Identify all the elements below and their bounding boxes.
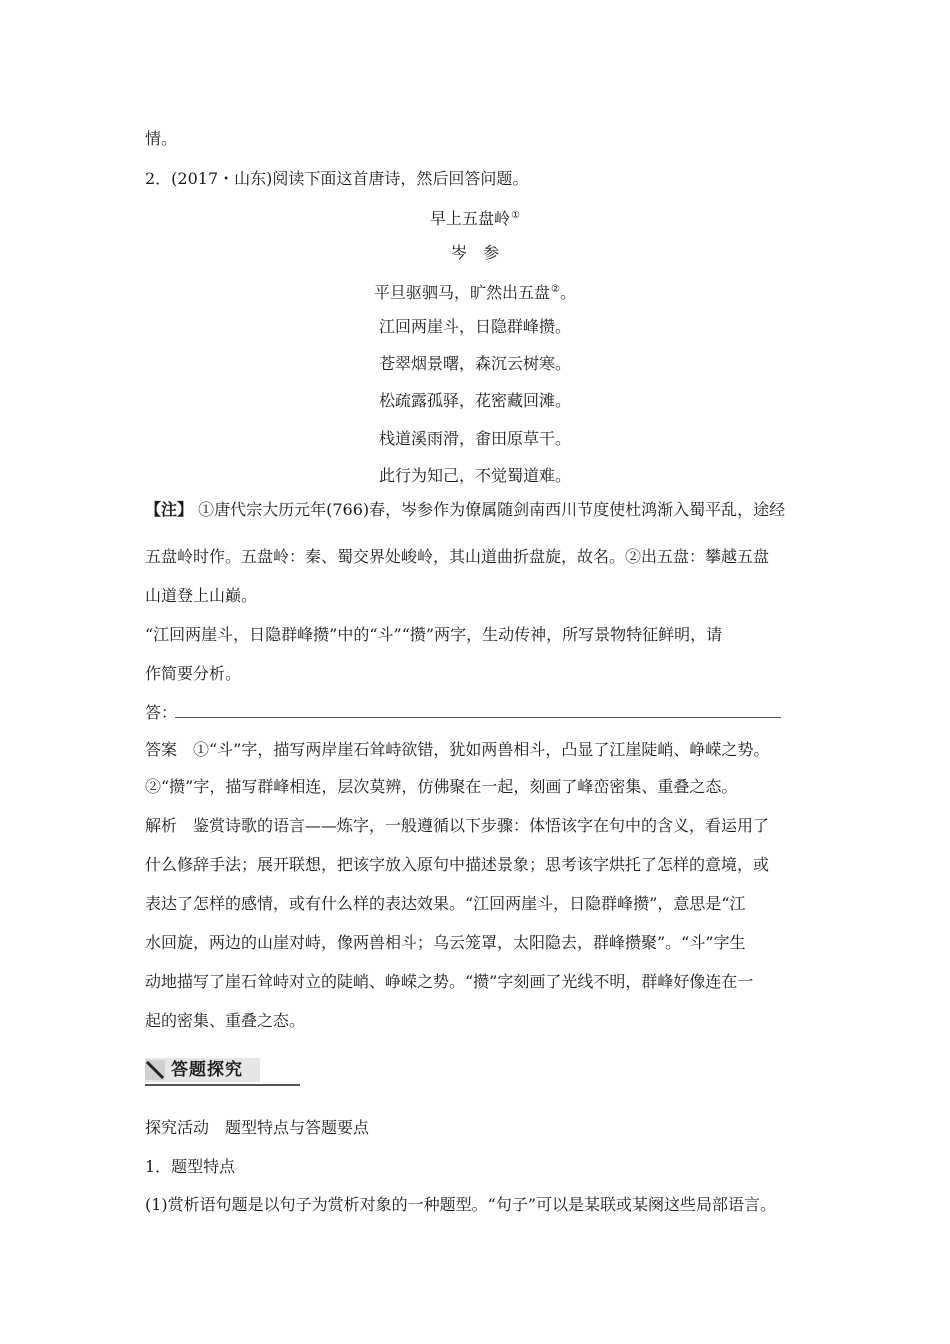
analysis-text: 解析 鉴赏诗歌的语言——炼字，一般遵循以下步骤：体悟该字在句中的含义，看运用了 <box>145 816 770 835</box>
activity-heading: 探究活动 题型特点与答题要点 <box>145 1118 370 1137</box>
note-line: 山道登上山巅。 <box>145 586 258 605</box>
poem-line: 此行为知己，不觉蜀道难。 <box>378 466 571 485</box>
question-text: 作简要分析。 <box>145 664 242 683</box>
analysis-text: 表达了怎样的感情，或有什么样的表达效果。“江回两崖斗，日隐群峰攒”，意思是“江 <box>145 894 746 913</box>
answer-text: 答案 ①“斗”字，描写两岸崖石耸峙欲错，犹如两兽相斗，凸显了江崖陡峭、峥嵘之势。 <box>145 740 770 759</box>
poem-line: 栈道溪雨滑，畬田原草干。 <box>378 429 571 448</box>
analysis-text: 动地描写了崖石耸峙对立的陡峭、峥嵘之势。“攒”字刻画了光线不明，群峰好像连在一 <box>145 972 754 991</box>
footnote-marker: ① <box>511 210 520 221</box>
note-label: 【注】 <box>145 500 194 519</box>
poem-line: 松疏露孤驿，花密藏回滩。 <box>378 391 571 410</box>
analysis-text: 水回旋，两边的山崖对峙，像两兽相斗；乌云笼罩，太阳隐去，群峰攒聚”。“斗”字生 <box>145 933 746 952</box>
footnote-marker: ② <box>551 284 560 295</box>
note-line <box>145 499 785 521</box>
note-text: ①唐代宗大历元年(766)春，岑参作为僚属随剑南西川节度使杜鸿渐入蜀平乱，途经 <box>198 500 786 519</box>
diagonal-mark-icon <box>145 1060 165 1080</box>
point-text: (1)赏析语句题是以句子为赏析对象的一种题型。“句子”可以是某联或某阕这些局部语言。 <box>145 1195 777 1214</box>
poem-line <box>0 279 950 304</box>
section-title: 答题探究 <box>171 1060 243 1080</box>
answer-text: ②“攒”字，描写群峰相连，层次莫辨，仿佛聚在一起，刻画了峰峦密集、重叠之态。 <box>145 777 738 796</box>
poem-title-text: 早上五盘岭 <box>430 209 511 228</box>
answer-blank-line <box>175 717 781 718</box>
section-underline <box>145 1084 300 1086</box>
point-heading: 1．题型特点 <box>145 1157 236 1176</box>
analysis-text: 起的密集、重叠之态。 <box>145 1011 306 1030</box>
question-heading: 2．(2017・山东)阅读下面这首唐诗，然后回答问题。 <box>145 169 529 188</box>
analysis-text: 什么修辞手法；展开联想，把该字放入原句中描述景象；思考该字烘托了怎样的意境，或 <box>145 855 770 874</box>
poem-title <box>0 205 950 230</box>
poem-author: 岑 参 <box>450 243 499 262</box>
note-line: 五盘岭时作。五盘岭：秦、蜀交界处峻岭，其山道曲折盘旋，故名。②出五盘：攀越五盘 <box>145 547 770 566</box>
poem-line: 江回两崖斗，日隐群峰攒。 <box>378 317 571 336</box>
poem-line-punct: 。 <box>559 283 576 302</box>
section-heading <box>145 1058 305 1088</box>
text-line: 情。 <box>145 129 178 148</box>
question-text: “江回两崖斗，日隐群峰攒”中的“斗”“攒”两字，生动传神，所写景物特征鲜明，请 <box>145 625 723 644</box>
poem-line: 苍翠烟景曙，森沉云树寒。 <box>378 354 571 373</box>
answer-prompt: 答： <box>145 703 178 722</box>
poem-line-text: 平旦驱驷马，旷然出五盘 <box>374 283 551 302</box>
